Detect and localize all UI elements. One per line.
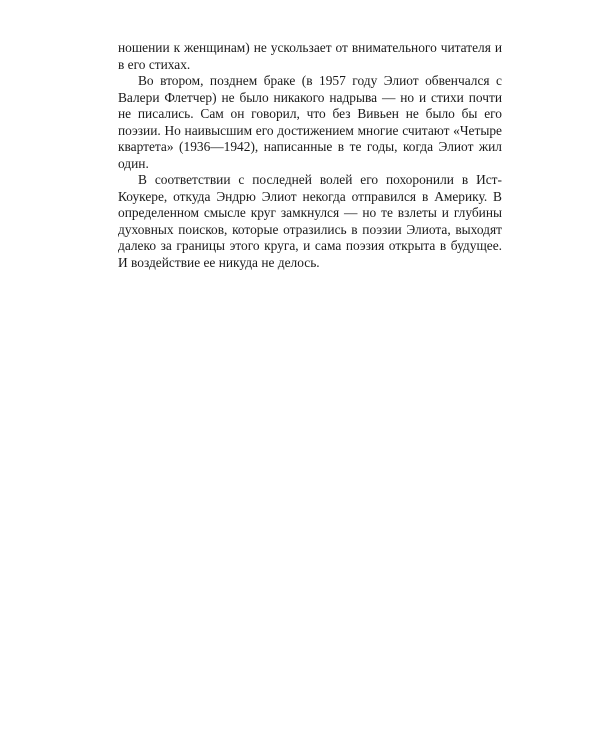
body-text [118, 40, 502, 271]
paragraph-burial: В соответствии с последней волей его похоронили в Ист-Коукере, откуда Эндрю Элиот некогда отправился в Америку. В определенном смысле круг замкнулся — но те взлеты и глубины духовных поисков, которые отразились в поэзии Элиота, выходят далеко за границы этого круга, и сама поэзия открыта в будущее. И воздействие ее никуда не делось. [118, 172, 502, 270]
paragraph-continuation: ношении к женщинам) не ускользает от внимательного читателя и в его стихах. [118, 40, 502, 72]
paragraph-second-marriage: Во втором, позднем браке (в 1957 году Элиот обвенчался с Валери Флетчер) не было никакого надрыва — но и стихи почти не писались. Сам он говорил, что без Вивьен не было бы его поэзии. Но наивысшим его достижением многие считают «Четыре квартета» (1936—1942), написанные в те годы, когда Элиот жил один. [118, 73, 502, 171]
